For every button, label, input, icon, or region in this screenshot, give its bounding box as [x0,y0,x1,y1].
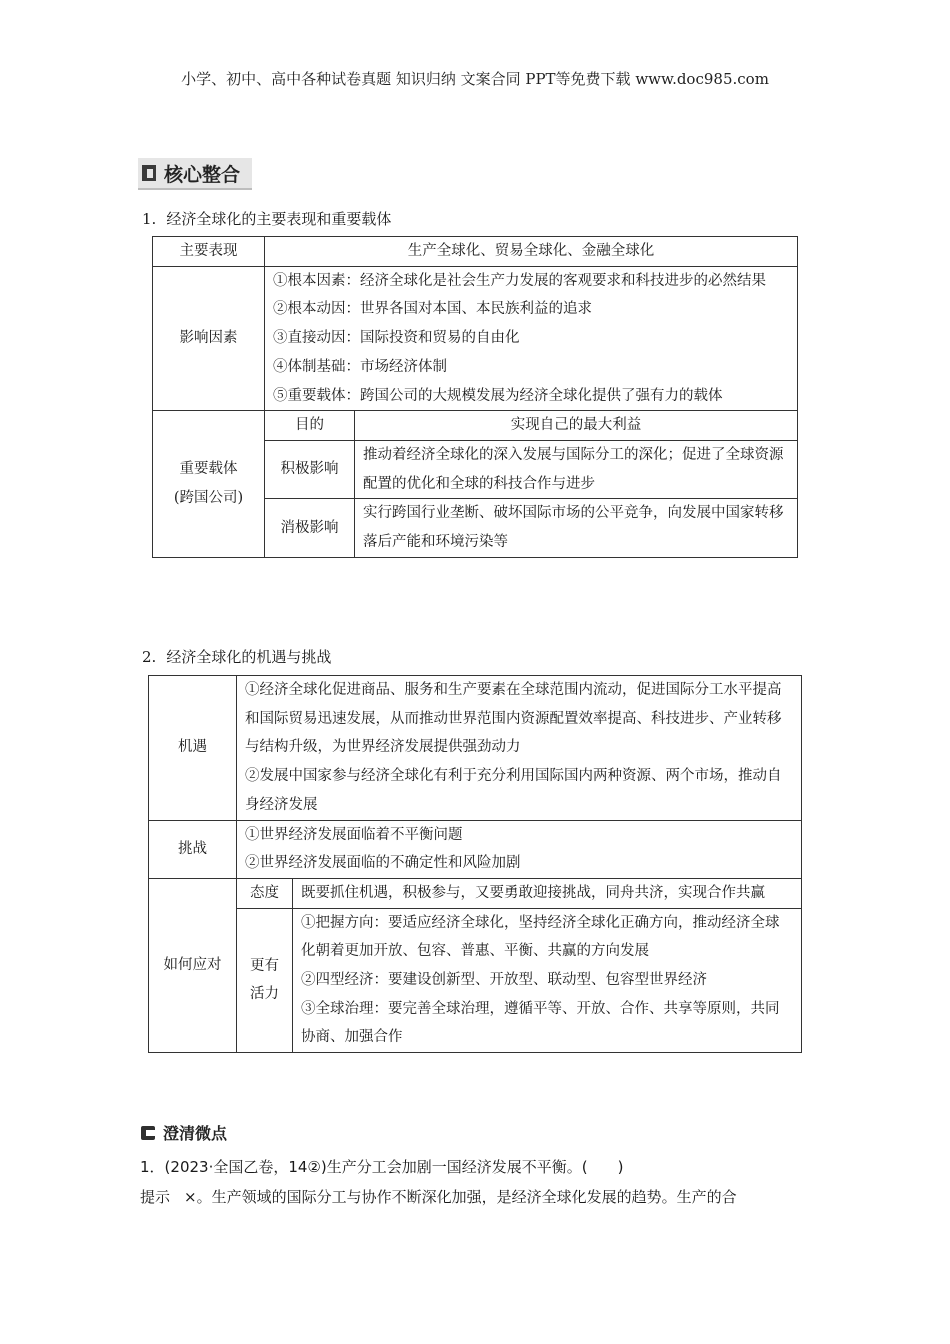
table-row [153,237,798,267]
table-row [153,411,798,441]
positive-label: 积极影响 [265,440,355,498]
factor-item: ②根本动因：世界各国对本国、本民族利益的追求 [273,301,592,318]
negative-value: 实行跨国行业垄断、破坏国际市场的公平竞争，向发展中国家转移落后产能和环境污染等 [355,499,798,557]
vitality-item: ①把握方向：要适应经济全球化，坚持经济全球化正确方向，推动经济全球化朝着更加开放、包容、普惠、平衡、共赢的方向发展 [301,914,780,960]
clarify-marker-icon [141,1126,155,1140]
carrier-label-line1: 重要载体 [179,461,238,478]
vitality-label-line2: 活力 [250,986,279,1003]
vitality-item: ②四型经济：要建设创新型、开放型、联动型、包容型世界经济 [301,972,707,989]
factor-item: ⑤重要载体：跨国公司的大规模发展为经济全球化提供了强有力的载体 [273,387,723,404]
row-label-factors: 影响因素 [153,266,265,411]
section-marker-icon [142,165,156,181]
carrier-label-line2: (跨国公司) [173,489,244,506]
section-title: 核心整合 [164,163,241,186]
vitality-label [237,908,293,1053]
part1-number: 1. [142,210,157,228]
row-label-main: 主要表现 [153,237,265,267]
globalization-table [152,236,798,558]
clarify-badge [141,1121,227,1144]
purpose-value: 实现自己的最大利益 [355,411,798,441]
purpose-label: 目的 [265,411,355,441]
row-value-main: 生产全球化、贸易全球化、金融全球化 [265,237,798,267]
factor-item: ①根本因素：经济全球化是社会生产力发展的客观要求和科技进步的必然结果 [273,272,766,289]
question-1: 1．(2023·全国乙卷，14②)生产分工会加剧一国经济发展不平衡。( ) [140,1158,624,1176]
clarify-title: 澄清微点 [163,1124,228,1143]
attitude-value: 既要抓住机遇，积极参与，又要勇敢迎接挑战，同舟共济，实现合作共赢 [293,878,802,908]
part2-title: 经济全球化的机遇与挑战 [166,648,332,666]
factor-item: ④体制基础：市场经济体制 [273,358,447,375]
negative-label: 消极影响 [265,499,355,557]
part2-heading [142,646,331,667]
row-label-carrier [153,411,265,558]
table-row [153,266,798,411]
row-label-response: 如何应对 [149,878,237,1052]
factor-item: ③直接动因：国际投资和贸易的自由化 [273,330,520,347]
hint-line [140,1186,737,1207]
attitude-label: 态度 [237,878,293,908]
positive-value: 推动着经济全球化的深入发展与国际分工的深化；促进了全球资源配置的优化和全球的科技合作与进步 [355,440,798,498]
row-label-opportunity: 机遇 [149,676,237,821]
row-label-challenge: 挑战 [149,820,237,878]
challenge-cell [237,820,802,878]
table-row [149,878,802,908]
opportunity-cell [237,676,802,821]
part2-number: 2. [142,648,157,666]
part1-heading [142,208,391,229]
opportunity-item: ①经济全球化促进商品、服务和生产要素在全球范围内流动，促进国际分工水平提高和国际贸易迅速发展，从而推动世界范围内资源配置效率提高、科技进步、产业转移与结构升级，为世界经济发展提供强劲动力 [245,682,782,756]
table-row [149,676,802,821]
table-row [149,820,802,878]
challenge-item: ①世界经济发展面临着不平衡问题 [245,826,463,843]
page-header: 小学、初中、高中各种试卷真题 知识归纳 文案合同 PPT等免费下载 www.doc985.com [181,70,769,88]
vitality-cell [293,908,802,1053]
challenge-item: ②世界经济发展面临的不确定性和风险加剧 [245,855,521,872]
table-row [149,908,802,1053]
hint-label: 提示 [140,1188,171,1206]
factors-cell [265,266,798,411]
hint-text: ×。生产领域的国际分工与协作不断深化加强，是经济全球化发展的趋势。生产的合 [184,1188,737,1206]
opportunity-item: ②发展中国家参与经济全球化有利于充分利用国际国内两种资源、两个市场，推动自身经济发展 [245,768,782,813]
section-badge [138,158,252,190]
part1-title: 经济全球化的主要表现和重要载体 [166,210,392,228]
opportunity-challenge-table [148,675,802,1053]
vitality-label-line1: 更有 [250,957,279,974]
vitality-item: ③全球治理：要完善全球治理，遵循平等、开放、合作、共享等原则，共同协商、加强合作 [301,1000,780,1046]
